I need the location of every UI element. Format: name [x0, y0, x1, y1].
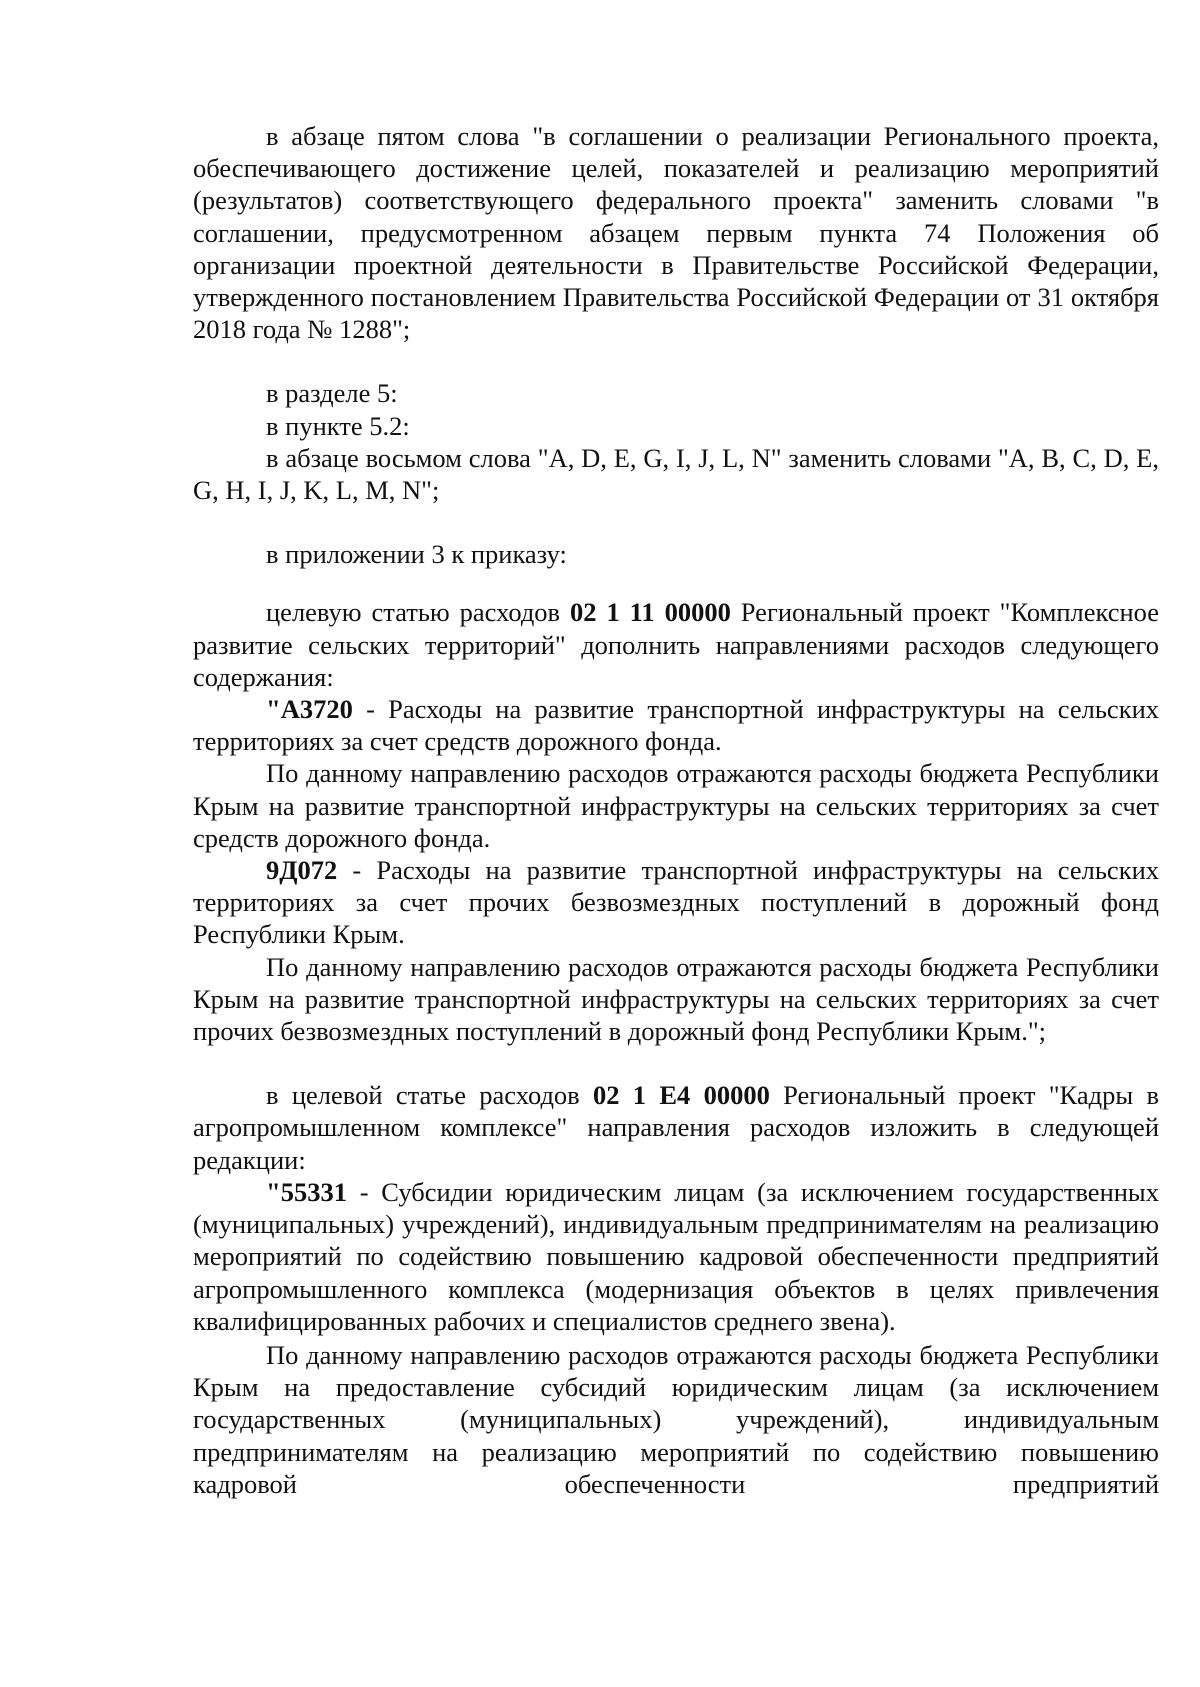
paragraph-celevaya-statya-02-1-11 [193, 596, 1159, 693]
paragraph-punkt-5-2: в пункте 5.2: [266, 410, 410, 441]
paragraph-9d072-description: По данному направлению расходов отражаются расходы бюджета Республики Крым на развитие транспортной инфраструктуры на сельских территориях за счет прочих безвозмездных поступлений в дорожный фонд Республики Крым."; [193, 951, 1159, 1047]
paragraph-55331 [193, 1176, 1159, 1337]
budget-code: 02 1 11 00000 [570, 597, 731, 628]
paragraph-text: Региональный проект "Кадры в агропромышленном комплексе" направления расходов изложить в следующей редакции: [193, 1080, 1159, 1175]
budget-code: 9Д072 [266, 855, 338, 886]
budget-code: "А3720 [266, 694, 353, 725]
paragraph-text: - Субсидии юридическим лицам (за исключением государственных (муниципальных) учреждений), индивидуальным предпринимателям на реализацию мероприятий по содействию повышению кадровой обеспеченности предприятий агропромышленного комплекса (модернизация объектов в целях привлечения квалифицированных рабочих и специалистов среднего звена). [193, 1176, 1159, 1336]
paragraph-text: - Расходы на развитие транспортной инфраструктуры на сельских территориях за счет средств дорожного фонда. [193, 694, 1159, 757]
paragraph-a3720 [193, 693, 1159, 757]
paragraph-celevaya-statya-02-1-e4 [193, 1079, 1159, 1176]
paragraph-abzac-vosmoi: в абзаце восьмом слова "A, D, E, G, I, J, L, N" заменить словами "A, B, C, D, E, G, H, I, J, K, L, M, N"; [193, 442, 1159, 506]
paragraph-text: в целевой статье расходов [266, 1080, 593, 1111]
paragraph-a3720-description: По данному направлению расходов отражаются расходы бюджета Республики Крым на развитие транспортной инфраструктуры на сельских территориях за счет средств дорожного фонда. [193, 758, 1159, 853]
paragraph-9d072 [193, 854, 1159, 951]
paragraph-razdel-5: в разделе 5: [266, 378, 398, 409]
paragraph-text: Региональный проект "Комплексное развитие сельских территорий" дополнить направлениями расходов следующего содержания: [193, 597, 1159, 692]
budget-code: 02 1 Е4 00000 [593, 1080, 770, 1111]
budget-code: "55331 [266, 1176, 347, 1207]
paragraph-text: - Расходы на развитие транспортной инфраструктуры на сельских территориях за счет прочих безвозмездных поступлений в дорожный фонд Республики Крым. [193, 855, 1159, 950]
document-body [193, 120, 1159, 1500]
paragraph-text: целевую статью расходов [266, 597, 570, 628]
paragraph-abzac-pyatyi: в абзаце пятом слова "в соглашении о реализации Регионального проекта, обеспечивающего достижение целей, показателей и реализацию мероприятий (результатов) соответствующего федерального проекта" заменить словами "в соглашении, предусмотренном абзацем первым пункта 74 Положения об организации проектной деятельности в Правительстве Российской Федерации, утвержденного постановлением Правительства Российской Федерации от 31 октября 2018 года № 1288"; [193, 121, 1159, 345]
paragraph-55331-description: По данному направлению расходов отражаются расходы бюджета Республики Крым на предоставление субсидий юридическим лицам (за исключением государственных (муниципальных) учреждений), индивидуальным предпринимателям на реализацию мероприятий по содействию повышению кадровой обеспеченности предприятий [193, 1339, 1159, 1499]
paragraph-prilozhenie-3: в приложении 3 к приказу: [266, 539, 567, 570]
